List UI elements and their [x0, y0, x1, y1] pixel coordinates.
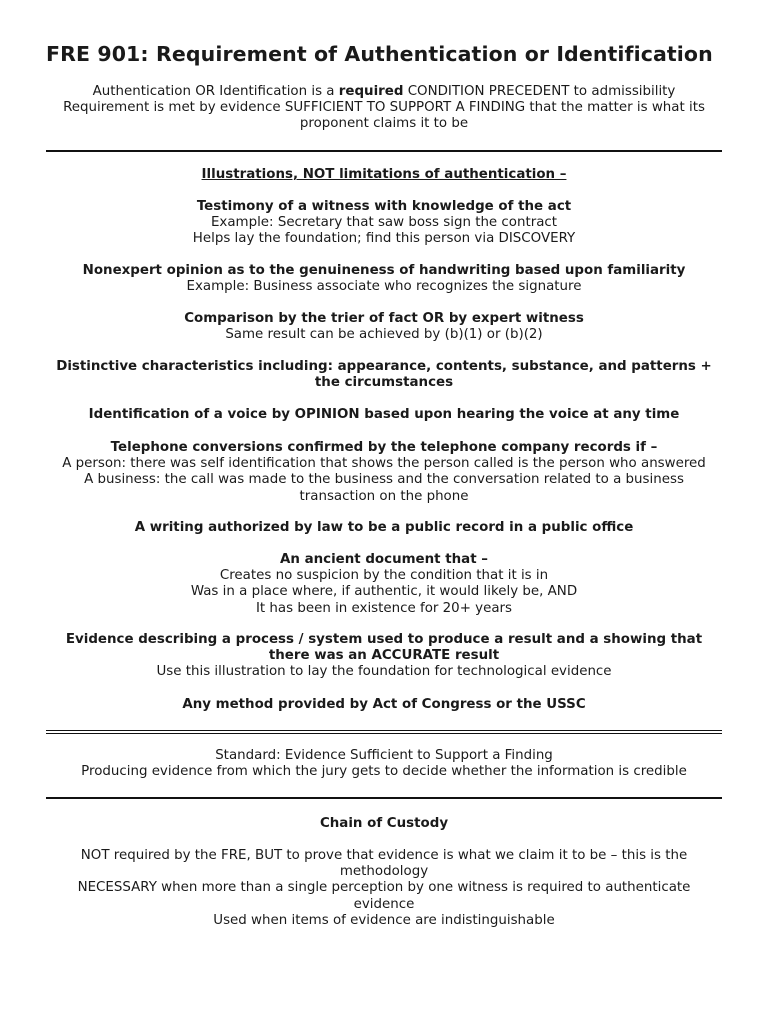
chain-line: NECESSARY when more than a single perception by one witness is required to authenticate: [77, 880, 691, 896]
illustration-item: [46, 552, 722, 617]
illustration-heading: Nonexpert opinion as to the genuineness of handwriting based upon familiarity: [82, 263, 686, 278]
intro-section: [46, 84, 722, 133]
illustration-heading: Any method provided by Act of Congress or the USSC: [182, 697, 586, 712]
illustration-heading: Testimony of a witness with knowledge of the act: [196, 199, 572, 214]
illustration-heading: An ancient document that –: [280, 552, 488, 567]
page-title: FRE 901: Requirement of Authentication or Identification: [46, 42, 713, 66]
intro-line-2: Requirement is met by evidence SUFFICIENT TO SUPPORT A FINDING that the matter is what its: [63, 100, 705, 116]
section-divider: [46, 150, 722, 152]
illustration-line: Example: Business associate who recognizes the signature: [186, 279, 582, 295]
illustration-heading: Distinctive characteristics including: appearance, contents, substance, and patterns +: [56, 359, 712, 374]
section-divider: [46, 797, 722, 799]
illustration-item: [46, 311, 722, 343]
illustration-item: [46, 440, 722, 505]
chain-of-custody-section: [46, 848, 722, 929]
chain-line: evidence: [353, 896, 415, 912]
standard-line-1: Standard: Evidence Sufficient to Support a Finding: [215, 748, 553, 763]
illustration-line: Was in a place where, if authentic, it would likely be, AND: [190, 584, 578, 600]
standard-line-2: Producing evidence from which the jury gets to decide whether the information is credible: [81, 764, 687, 780]
intro-text-a: Authentication OR Identification is a: [92, 84, 339, 99]
intro-text-c: CONDITION PRECEDENT to admissibility: [403, 84, 676, 99]
illustration-item: [46, 520, 722, 536]
illustration-line: Same result can be achieved by (b)(1) or (b)(2): [225, 327, 543, 343]
illustration-line: Helps lay the foundation; find this person via DISCOVERY: [192, 231, 576, 247]
illustration-heading: Telephone conversions confirmed by the telephone company records if –: [110, 440, 658, 455]
chain-of-custody-heading: Chain of Custody: [319, 816, 449, 831]
chain-line: NOT required by the FRE, BUT to prove that evidence is what we claim it to be – this is the: [80, 848, 688, 863]
chain-line: methodology: [339, 864, 429, 880]
chain-line: Used when items of evidence are indistinguishable: [213, 912, 555, 928]
illustration-item: [46, 697, 722, 713]
illustration-heading: Evidence describing a process / system used to produce a result and a showing that: [65, 632, 703, 647]
illustration-heading: Comparison by the trier of fact OR by expert witness: [184, 311, 584, 326]
intro-line-1: [46, 84, 722, 100]
illustrations-heading: Illustrations, NOT limitations of authentication –: [201, 167, 567, 182]
illustration-heading: the circumstances: [314, 375, 454, 391]
illustration-item: [46, 407, 722, 423]
illustration-item: [46, 632, 722, 681]
illustration-heading: Identification of a voice by OPINION based upon hearing the voice at any time: [88, 407, 680, 422]
standard-section: [46, 748, 722, 780]
illustration-line: It has been in existence for 20+ years: [255, 600, 513, 616]
intro-required-term: required: [338, 84, 404, 99]
illustration-line: A business: the call was made to the business and the conversation related to a business: [84, 472, 684, 488]
illustration-line: A person: there was self identification that shows the person called is the person who answered: [62, 456, 706, 472]
illustration-item: [46, 263, 722, 295]
illustration-line: Creates no suspicion by the condition that it is in: [219, 568, 549, 584]
illustration-item: [46, 199, 722, 248]
section-divider-double: [46, 730, 722, 734]
illustration-item: [46, 359, 722, 391]
illustration-heading: A writing authorized by law to be a public record in a public office: [134, 520, 634, 535]
illustration-heading: there was an ACCURATE result: [268, 648, 500, 664]
intro-line-3: proponent claims it to be: [299, 116, 469, 132]
illustration-line: Use this illustration to lay the foundation for technological evidence: [156, 664, 612, 680]
illustration-line: Example: Secretary that saw boss sign the contract: [210, 215, 558, 231]
illustration-line: transaction on the phone: [299, 488, 469, 504]
